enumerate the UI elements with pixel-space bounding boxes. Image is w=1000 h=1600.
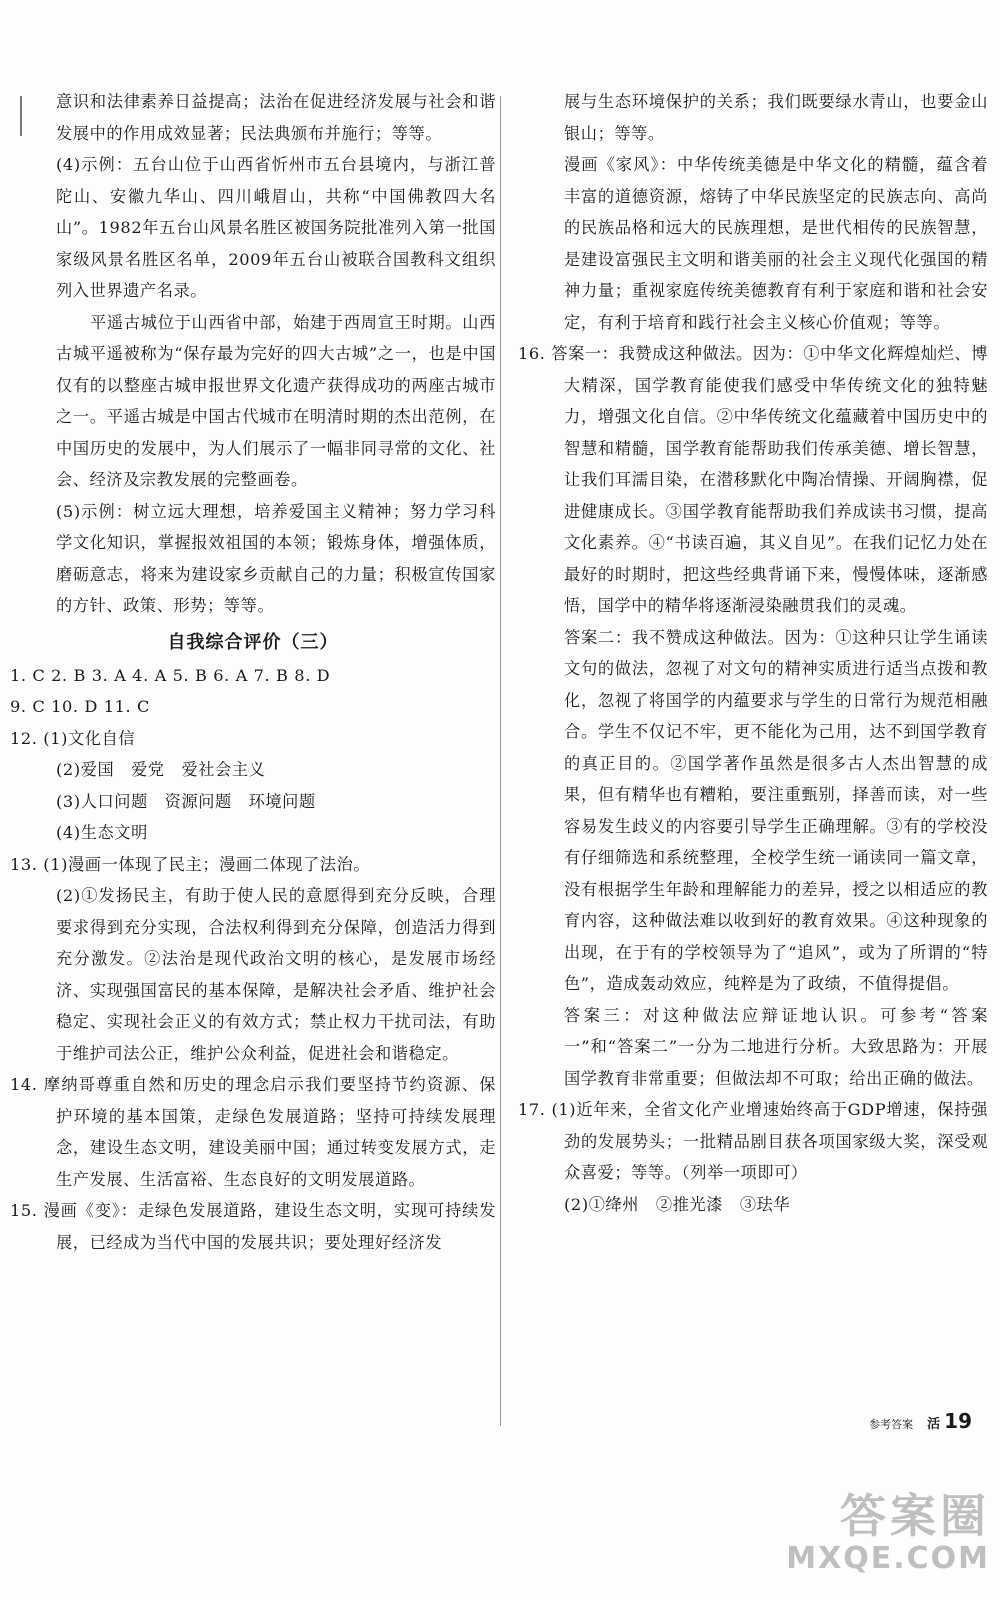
column-divider xyxy=(500,96,501,1426)
paragraph: 漫画《家风》：中华传统美德是中华文化的精髓，蕴含着丰富的道德资源，熔铸了中华民族坚定的民族志向、高尚的民族品格和远大的民族理想，是世代相传的民族智慧，是建设富强民主文明和谐美丽的社会主义现代化强国的精神力量；重视家庭传统美德教育有利于家庭和谐和社会安定，有利于培育和践行社会主义核心价值观；等等。 xyxy=(564,155,988,332)
page-number: 19 xyxy=(944,1409,972,1433)
left-column xyxy=(10,86,496,1258)
question-answer: 13. (1)漫画一体现了民主；漫画二体现了法治。 xyxy=(10,854,371,874)
section-title: 自我综合评价（三） xyxy=(167,631,339,653)
question-answer: 16. 答案一：我赞成这种做法。因为：①中华文化辉煌灿烂、博大精深，国学教育能使我们感受中华传统文化的独特魅力，增强文化自信。②中华传统文化蕴藏着中国历史中的智慧和精髓，国学教育能帮助我们传承美德、增长智慧，让我们耳濡目染，在潜移默化中陶冶情操、开阔胸襟，促进健康成长。③国学教育能帮助我们养成读书习惯，提高文化素养。④“书读百遍，其义自见”。在我们记忆力处在最好的时期时，把这些经典背诵下来，慢慢体味，逐渐感悟，国学中的精华将逐渐浸染融贯我们的灵魂。 xyxy=(518,344,988,615)
question-answer: (4)生态文明 xyxy=(56,823,148,842)
question-answer: (2)爱国 爱党 爱社会主义 xyxy=(56,760,266,779)
paragraph: 平遥古城位于山西省中部，始建于西周宣王时期。山西古城平遥被称为“保存最为完好的四大古城”之一，也是中国仅有的以整座古城申报世界文化遗产获得成功的两座古城市之一。平遥古城是中国古代城市在明清时期的杰出范例，在中国历史的发展中，为人们展示了一幅非同寻常的文化、社会、经济及宗教发展的完整画卷。 xyxy=(56,312,496,489)
question-answer: 14. 摩纳哥尊重自然和历史的理念启示我们要坚持节约资源、保护环境的基本国策，走绿色发展道路；坚持可持续发展理念，建设生态文明，建设美丽中国；通过转变发展方式，走生产发展、生活富裕、生态良好的文明发展道路。 xyxy=(10,1075,496,1189)
question-answer: (2)①绛州 ②推光漆 ③珐华 xyxy=(564,1194,791,1214)
footer-label: 参考答案 xyxy=(869,1418,914,1431)
paragraph: 意识和法律素养日益提高；法治在促进经济发展与社会和谐发展中的作用成效显著；民法典颁布并施行；等等。 xyxy=(56,92,496,143)
right-column xyxy=(518,86,988,1220)
question-answer: 12. (1)文化自信 xyxy=(10,728,136,748)
watermark-site: MXQE.COM xyxy=(786,1541,990,1576)
question-answer: 17. (1)近年来，全省文化产业增速始终高于GDP增速，保持强劲的发展势头；一批精品剧目获各项国家级大奖，深受观众喜爱；等等。（列举一项即可） xyxy=(518,1100,988,1182)
paragraph: (4)示例：五台山位于山西省忻州市五台县境内，与浙江普陀山、安徽九华山、四川峨眉山，共称“中国佛教四大名山”。1982年五台山风景名胜区被国务院批准列入第一批国家级风景名胜区名单，2009年五台山被联合国教科文组织列入世界遗产名录。 xyxy=(56,155,496,300)
question-answer: 15. 漫画《变》：走绿色发展道路，建设生态文明，实现可持续发展，已经成为当代中国的发展共识；要处理好经济发 xyxy=(10,1201,496,1252)
watermark-logo: 答案圈 xyxy=(840,1489,990,1543)
question-answer: (3)人口问题 资源问题 环境问题 xyxy=(56,791,316,811)
paragraph: (5)示例：树立远大理想，培养爱国主义精神；努力学习科学文化知识，掌握报效祖国的本领；锻炼身体，增强体质，磨砺意志，将来为建设家乡贡献自己的力量；积极宣传国家的方针、政策、形势；等等。 xyxy=(56,501,496,615)
question-answer: 答案三：对这种做法应辩证地认识。可参考“答案一”和“答案二”一分为二地进行分析。大致思路为：开展国学教育非常重要；但做法却不可取；给出正确的做法。 xyxy=(564,1005,988,1088)
watermark xyxy=(786,1490,990,1576)
choice-answers: 9. C 10. D 11. C xyxy=(10,697,151,716)
choice-answers: 1. C 2. B 3. A 4. A 5. B 6. A 7. B 8. D xyxy=(10,665,331,685)
question-answer: (2)①发扬民主，有助于使人民的意愿得到充分反映，合理要求得到充分实现，合法权利得到充分保障，创造活力得到充分激发。②法治是现代政治文明的核心，是发展市场经济、实现强国富民的基本保障，是解决社会矛盾、维护社会稳定、实现社会正义的有效方式；禁止权力干扰司法，有助于维护司法公正，维护公众利益，促进社会和谐稳定。 xyxy=(56,886,496,1063)
paragraph: 展与生态环境保护的关系；我们既要绿水青山，也要金山银山；等等。 xyxy=(564,92,988,143)
footer-prefix: 活 xyxy=(927,1417,941,1432)
page-footer xyxy=(869,1409,972,1433)
question-answer: 答案二：我不赞成这种做法。因为：①这种只让学生诵读文句的做法，忽视了对文句的精神实质进行适当点拨和教化，忽视了将国学的内蕴要求与学生的日常行为规范相融合。学生不仅记不牢，更不能化为己用，达不到国学教育的真正目的。②国学著作虽然是很多古人杰出智慧的成果，但有精华也有糟粕，要注重甄别，择善而读，对一些容易发生歧义的内容要引导学生正确理解。③有的学校没有仔细筛选和系统整理，全校学生统一诵读同一篇文章，没有根据学生年龄和理解能力的差异，授之以相适应的教育内容，这种做法难以收到好的教育效果。④这种现象的出现，在于有的学校领导为了“追风”，或为了所谓的“特色”，造成轰动效应，纯粹是为了政绩，不值得提倡。 xyxy=(564,627,988,993)
